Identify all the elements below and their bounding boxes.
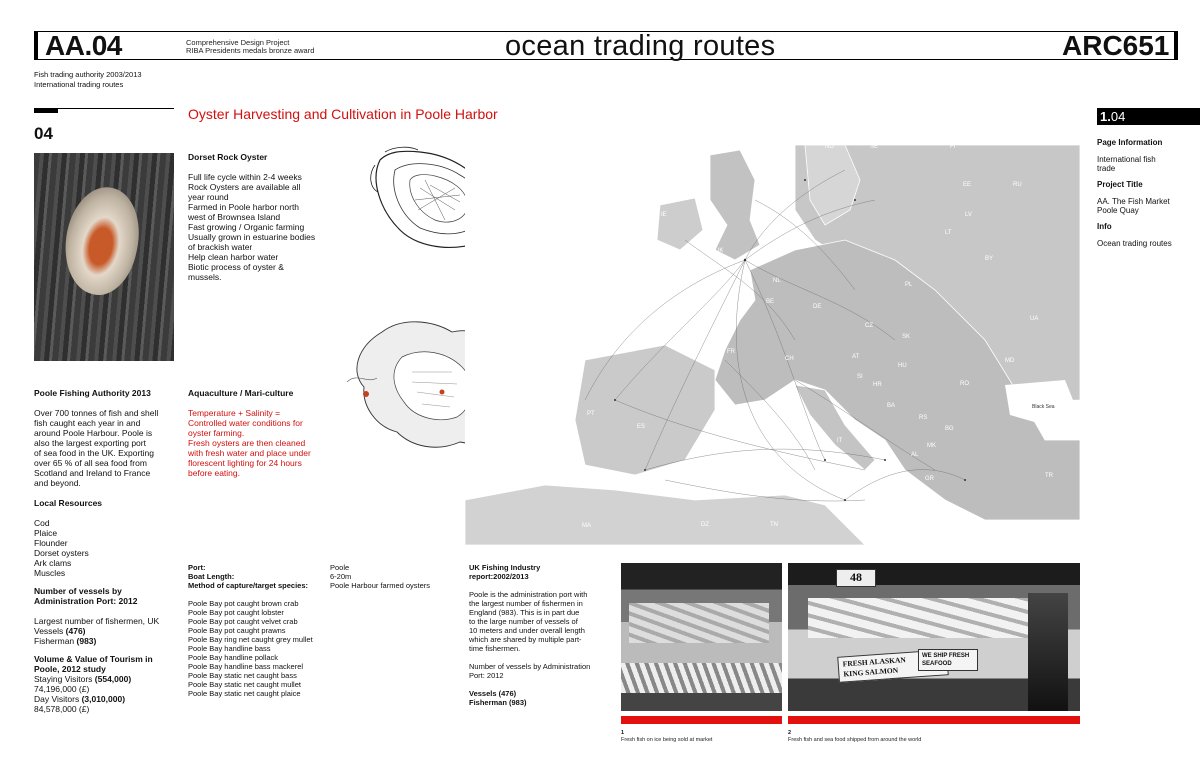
resource-item: Muscles (34, 568, 66, 578)
page-tab-bold: 1. (1100, 109, 1111, 124)
uk-line: Number of vessels by Administration (469, 662, 591, 671)
right-panel (1097, 138, 1197, 248)
port-value: Poole (330, 563, 350, 572)
market-photo-2 (788, 563, 1080, 711)
photo-2-number: 2 (788, 730, 792, 736)
species-item: Poole Bay pot caught lobster (188, 608, 284, 617)
uk-line: Poole is the administration port with (469, 590, 588, 599)
vessels-line: Largest number of fishermen, UK (34, 616, 160, 626)
map-label-al: AL (911, 452, 919, 458)
poole-line: also the largest exporting port (34, 438, 146, 448)
aquaculture-line: before eating. (188, 468, 240, 478)
map-label-se: SE (870, 144, 879, 150)
day-value: (3,010,000) (81, 694, 126, 704)
project-title-text (1097, 197, 1197, 215)
dorset-title: Dorset Rock Oyster (188, 152, 268, 162)
resource-item: Flounder (34, 538, 68, 548)
page-info-line: International fish (1097, 155, 1156, 164)
aquaculture-body (188, 408, 348, 478)
uk-line: the largest number of fishermen in (469, 599, 583, 608)
boat-value: 6-20m (330, 572, 352, 581)
resource-item: Ark clams (34, 558, 72, 568)
map-label-es: ES (637, 424, 646, 430)
map-label-ba: BA (887, 403, 896, 409)
subtitle-2: International trading routes (34, 80, 124, 89)
map-label-no: NO (825, 144, 834, 150)
fishermen-value: (983) (76, 636, 97, 646)
market-photo-1 (621, 563, 782, 711)
staying-value: (554,000) (94, 674, 132, 684)
port-row (188, 563, 458, 572)
map-label-tn: TN (770, 522, 778, 528)
boat-row (188, 572, 458, 581)
document-code: AA.04 (45, 30, 122, 61)
map-label-lv: LV (965, 212, 972, 218)
map-label-fi: FI (950, 144, 956, 150)
uk-vessels: Vessels (476) (469, 689, 517, 698)
vessels-title-line: Number of vessels by (34, 586, 122, 596)
oyster-shell-image (56, 181, 149, 302)
dorset-line: Help clean harbor water (188, 252, 279, 262)
vessels-count (34, 626, 179, 636)
staying-gbp: 74,196,000 (£) (34, 684, 90, 694)
subtitle-1: Fish trading authority 2003/2013 (34, 70, 142, 79)
ship-sign-line: WE SHIP FRESH (922, 653, 970, 659)
photo-1-bar (621, 716, 782, 724)
photo-1-caption: Fresh fish on ice being sold at market (621, 737, 713, 743)
map-label-uk: UK (715, 248, 724, 254)
staying-label: Staying Visitors (34, 674, 95, 684)
fish-on-ice (629, 603, 769, 643)
dorset-line: Full life cycle within 2-4 weeks (188, 172, 302, 182)
map-label-md: MD (1005, 358, 1015, 364)
salmon-sign-line: KING SALMON (843, 665, 899, 679)
map-label-ua: UA (1030, 316, 1039, 322)
species-list (188, 599, 458, 698)
map-label-rs: RS (919, 415, 928, 421)
aquaculture-line: oyster farming. (188, 428, 245, 438)
main-heading: Oyster Harvesting and Cultivation in Poole Harbor (188, 106, 498, 122)
day-label: Day Visitors (34, 694, 82, 704)
uk-industry-body (469, 590, 614, 653)
local-resources-title: Local Resources (34, 498, 103, 508)
aquaculture-title: Aquaculture / Mari-culture (188, 388, 294, 398)
page-info-line: trade (1097, 164, 1116, 173)
page-title: ocean trading routes (505, 30, 776, 62)
species-item: Poole Bay handline bass (188, 644, 271, 653)
ship-sign (918, 649, 978, 671)
poole-line: Over 700 tonnes of fish and shell (34, 408, 159, 418)
header-right-bracket (1174, 31, 1178, 59)
project-line-2: RIBA Presidents medals bronze award (186, 46, 315, 55)
map-label-si: SI (857, 374, 863, 380)
map-label-hr: HR (873, 382, 882, 388)
poole-line: of sea food in the UK. Exporting (34, 448, 155, 458)
species-item: Poole Bay static net caught bass (188, 671, 297, 680)
photo-1-number: 1 (621, 730, 625, 736)
page-number-tab (1097, 108, 1200, 125)
dorset-section (188, 152, 348, 282)
uk-line: to the large number of vessels of (469, 617, 578, 626)
map-label-sk: SK (902, 334, 911, 340)
poole-authority-body (34, 408, 179, 488)
map-label-be: BE (766, 299, 775, 305)
port-info (188, 563, 458, 698)
project-line: Poole Quay (1097, 206, 1139, 215)
left-column (34, 388, 179, 714)
tourism-body (34, 674, 179, 714)
uk-industry-body-2 (469, 662, 614, 680)
map-label-ie: IE (661, 212, 667, 218)
poole-line: fish caught each year in and (34, 418, 141, 428)
section-rule-marker (34, 108, 58, 113)
project-line: AA. The Fish Market (1097, 197, 1170, 206)
boat-label: Boat Length: (188, 572, 235, 581)
photo-2-caption: Fresh fish and sea food shipped from around the world (788, 737, 922, 743)
resource-item: Dorset oysters (34, 548, 89, 558)
map-label-at: AT (852, 354, 860, 360)
vessels-body (34, 616, 179, 646)
dorset-line: Rock Oysters are available all (188, 182, 301, 192)
map-label-bg: BG (945, 426, 954, 432)
species-item: Poole Bay pot caught prawns (188, 626, 286, 635)
map-label-it: IT (837, 438, 843, 444)
photo-2-bar (788, 716, 1080, 724)
price-sign: 48 (836, 569, 876, 587)
map-label-ee: EE (963, 182, 972, 188)
info-text: Ocean trading routes (1097, 239, 1172, 248)
fish-tray (621, 663, 782, 693)
species-item: Poole Bay ring net caught grey mullet (188, 635, 313, 644)
aquaculture-line: Temperature + Salinity = (188, 408, 281, 418)
map-label-ru: RU (1013, 182, 1022, 188)
dorset-line: Usually grown in estuarine bodies (188, 232, 316, 242)
fishmonger-figure (1028, 593, 1068, 711)
dorset-line: west of Brownsea Island (188, 212, 281, 222)
tourism-title-line: Poole, 2012 study (34, 664, 106, 674)
section-number: 04 (34, 124, 53, 143)
tourism-title (34, 654, 179, 674)
uk-industry (469, 563, 614, 707)
map-label-pt: PT (587, 411, 595, 417)
map-label-de: DE (813, 304, 822, 310)
method-value: Poole Harbour farmed oysters (330, 581, 431, 590)
map-label-tr: TR (1045, 473, 1053, 479)
resource-item: Plaice (34, 528, 58, 538)
map-label-ch: CH (785, 356, 794, 362)
species-item: Poole Bay pot caught velvet crab (188, 617, 298, 626)
map-label-black-sea: Black Sea (1032, 404, 1055, 410)
port-label: Port: (188, 563, 206, 572)
method-label: Method of capture/target species: (188, 581, 309, 590)
page-info-heading: Page Information (1097, 138, 1163, 147)
poole-line: and beyond. (34, 478, 81, 488)
map-label-fr: FR (727, 349, 735, 355)
uk-industry-title: UK Fishing Industry (469, 563, 541, 572)
method-row (188, 581, 458, 590)
uk-fisherman: Fisherman (983) (469, 698, 527, 707)
dorset-line: Farmed in Poole harbor north (188, 202, 300, 212)
uk-industry-subtitle: report:2002/2013 (469, 572, 529, 581)
uk-line: which are shared by multiple part- (469, 635, 582, 644)
map-label-cz: CZ (865, 323, 873, 329)
info-heading: Info (1097, 222, 1112, 231)
local-resources-list (34, 518, 179, 578)
aquaculture-line: florescent lighting for 24 hours (188, 458, 302, 468)
vessels-label: Vessels (34, 626, 66, 636)
map-label-dz: DZ (701, 522, 709, 528)
staying-visitors (34, 674, 179, 684)
map-label-ro: RO (960, 381, 969, 387)
dorset-line: Fast growing / Organic farming (188, 222, 305, 232)
species-item: Poole Bay handline pollack (188, 653, 279, 662)
day-visitors (34, 694, 179, 704)
fish-display (808, 598, 1028, 638)
project-line-1: Comprehensive Design Project (186, 38, 290, 47)
species-item: Poole Bay pot caught brown crab (188, 599, 299, 608)
poole-authority-title: Poole Fishing Authority 2013 (34, 388, 151, 398)
module-code: ARC651 (1062, 30, 1170, 61)
dorset-line: year round (188, 192, 229, 202)
species-item: Poole Bay static net caught plaice (188, 689, 301, 698)
aquaculture-line: with fresh water and place under (188, 448, 311, 458)
aquaculture-section (188, 388, 348, 478)
poole-line: Scotland and Ireland to France (34, 468, 151, 478)
vessels-title-line: Administration Port: 2012 (34, 596, 138, 606)
ship-sign-line: SEAFOOD (922, 661, 952, 667)
oyster-photo (34, 153, 174, 361)
vessels-value: (476) (65, 626, 86, 636)
page-info-text (1097, 155, 1197, 173)
map-label-gr: GR (925, 476, 934, 482)
map-label-mk: MK (927, 443, 936, 449)
species-item: Poole Bay handline bass mackerel (188, 662, 304, 671)
fishermen-label: Fisherman (34, 636, 77, 646)
uk-line: 10 meters and under overall length (469, 626, 585, 635)
europe-trade-map (465, 140, 1080, 545)
salmon-sign-line: FRESH ALASKAN (842, 655, 907, 669)
page-tab-rest: 04 (1110, 109, 1126, 124)
day-gbp: 84,578,000 (£) (34, 704, 90, 714)
dorset-line: mussels. (188, 272, 222, 282)
uk-line: Port: 2012 (469, 671, 504, 680)
poole-line: around Poole Harbour. Poole is (34, 428, 153, 438)
aquaculture-line: Fresh oysters are then cleaned (188, 438, 306, 448)
map-label-hu: HU (898, 363, 907, 369)
map-label-pl: PL (905, 282, 913, 288)
header-left-bracket (34, 31, 38, 59)
resource-item: Cod (34, 518, 50, 528)
dorset-line: Biotic process of oyster & (188, 262, 284, 272)
map-label-lt: LT (945, 230, 952, 236)
map-label-by: BY (985, 256, 994, 262)
dorset-line: of brackish water (188, 242, 253, 252)
fishermen-count (34, 636, 179, 646)
vessels-title (34, 586, 179, 606)
map-label-nl: NL (773, 278, 781, 284)
tourism-title-line: Volume & Value of Tourism in (34, 654, 153, 664)
poole-line: over 65 % of all sea food from (34, 458, 147, 468)
species-item: Poole Bay static net caught mullet (188, 680, 301, 689)
project-title-heading: Project Title (1097, 180, 1143, 189)
uk-line: England (983). This is in part due (469, 608, 580, 617)
map-label-ma: MA (582, 523, 591, 529)
dorset-body (188, 172, 348, 282)
aquaculture-line: Controlled water conditions for (188, 418, 303, 428)
uk-line: time fishermen. (469, 644, 521, 653)
